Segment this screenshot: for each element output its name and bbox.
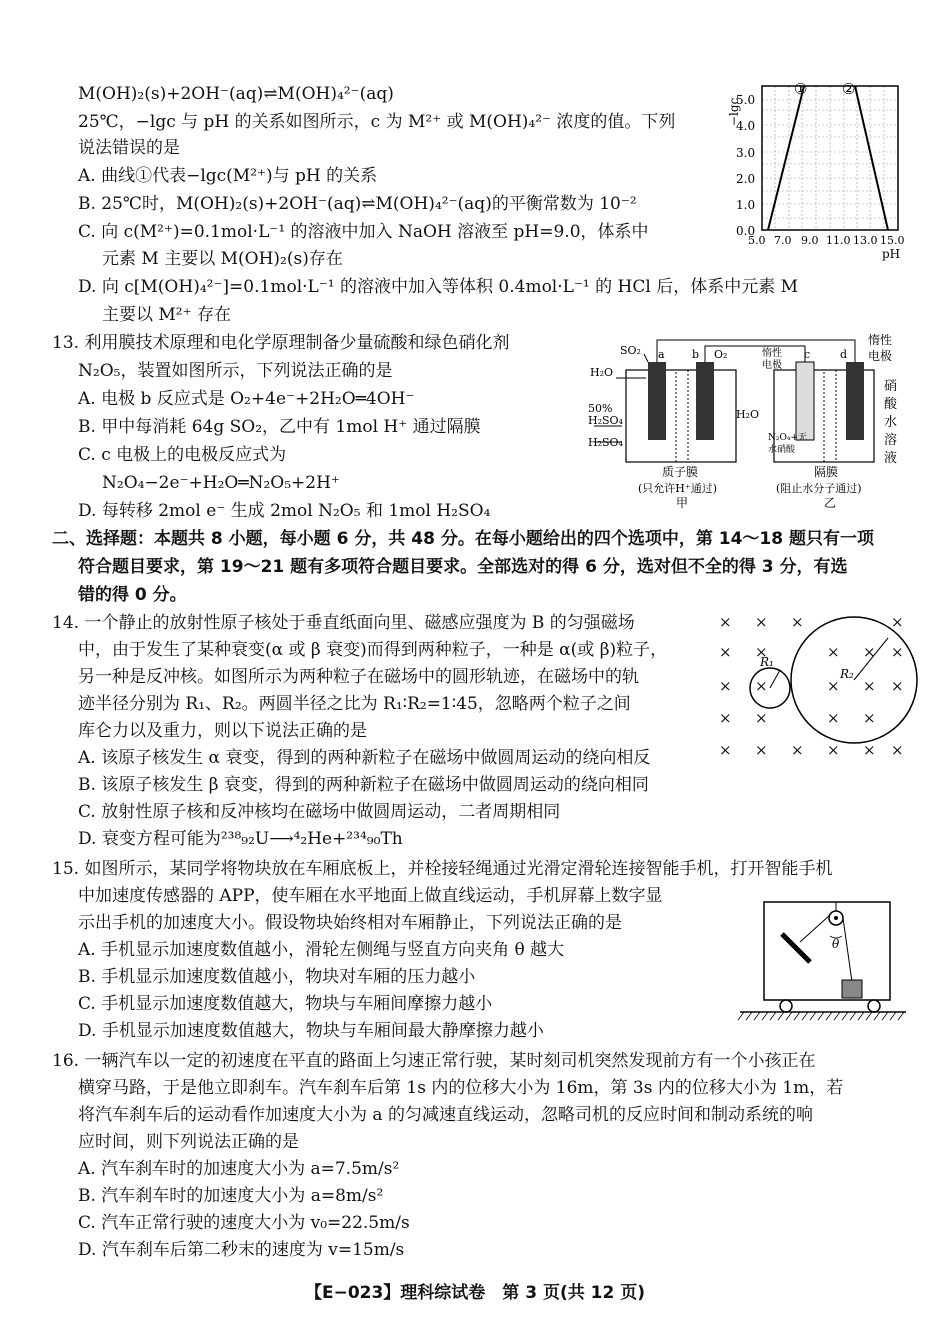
label-yi: 乙 [824, 496, 837, 510]
label-nitric4: 溶 [884, 433, 898, 448]
q15-option-b: B. 手机显示加速度数值越小，物块对车厢的压力越小 [78, 967, 476, 987]
field-cross-mark: × [827, 741, 840, 759]
q14-option-a: A. 该原子核发生 α 衰变，得到的两种新粒子在磁场中做圆周运动的绕向相反 [78, 748, 651, 768]
field-cross-mark: × [719, 613, 732, 631]
q15-stem-line2: 中加速度传感器的 APP，使车厢在水平地面上做直线运动，手机屏幕上数字显 [78, 886, 663, 906]
q13-option-c-line2: N₂O₄−2e⁻+H₂O═N₂O₅+2H⁺ [102, 473, 340, 493]
q12-option-c-line1: C. 向 c(M²⁺)=0.1mol·L⁻¹ 的溶液中加入 NaOH 溶液至 pH=9.0，体系中 [78, 222, 649, 242]
q15-stem-line1: 15. 如图所示，某同学将物块放在车厢底板上，并栓接轻绳通过光滑定滑轮连接智能手机，打开智能手机 [52, 859, 833, 879]
x-tick-4: 13.0 [853, 234, 878, 247]
q15-option-c: C. 手机显示加速度数值越大，物块与车厢间摩擦力越小 [78, 994, 493, 1014]
field-cross-mark: × [891, 677, 904, 695]
field-cross-mark: × [791, 741, 804, 759]
x-axis-label: pH [882, 247, 901, 261]
label-nitric1: 硝 [884, 379, 898, 394]
section2-line2: 符合题目要求，第 19～21 题有多项符合题目要求。全部选对的得 6 分，选对但不全的得 3 分，有选 [78, 557, 848, 577]
q15-stem-line3: 示出手机的加速度大小。假设物块始终相对车厢静止，下列说法正确的是 [78, 913, 622, 933]
ground-hatch-line [874, 1012, 880, 1020]
label-d: d [840, 348, 848, 361]
label-r1: R₁ [760, 655, 774, 669]
label-o2: O₂ [714, 348, 728, 361]
ground-hatch-line [746, 1012, 752, 1020]
q13-electrochem-figure [586, 332, 904, 512]
ground-hatch-line [850, 1012, 856, 1020]
ground-hatch-line [810, 1012, 816, 1020]
x-tick-1: 7.0 [774, 234, 792, 247]
q16-stem-line2: 横穿马路，于是他立即刹车。汽车刹车后第 1s 内的位移大小为 16m，第 3s 内的位移大小为 1m，若 [78, 1078, 844, 1098]
label-h2o-right: H₂O [736, 408, 760, 421]
curve-1-line [768, 86, 804, 230]
label-a: a [658, 348, 665, 361]
q12-option-a: A. 曲线①代表−lgc(M²⁺)与 pH 的关系 [78, 166, 378, 186]
label-inert-top2: 电极 [762, 360, 782, 371]
q13-option-d: D. 每转移 2mol e⁻ 生成 2mol N₂O₅ 和 1mol H₂SO₄ [78, 501, 491, 521]
q14-stem-line4: 迹半径分别为 R₁、R₂。两圆半径之比为 R₁∶R₂=1∶45，忽略两个粒子之间 [78, 694, 631, 714]
q12-stem-line1: 25℃，−lgc 与 pH 的关系如图所示，c 为 M²⁺ 或 M(OH)₄²⁻ 浓度的值。下列 [78, 112, 676, 132]
field-cross-mark: × [827, 677, 840, 695]
field-cross-mark: × [755, 709, 768, 727]
y-tick-0: 0.0 [736, 224, 756, 238]
ground-hatch-line [738, 1012, 744, 1020]
q12-option-d-line1: D. 向 c[M(OH)₄²⁻]=0.1mol·L⁻¹ 的溶液中加入等体积 0.4mol·L⁻¹ 的 HCl 后，体系中元素 M [78, 277, 799, 297]
ground-hatch-line [866, 1012, 872, 1020]
field-cross-mark: × [755, 677, 768, 695]
label-h2o-in: H₂O [590, 366, 614, 379]
y-axis-label: −lgc [727, 97, 741, 126]
y-tick-1: 1.0 [736, 198, 756, 212]
y-tick-4: 4.0 [736, 119, 756, 133]
section2-line3: 错的得 0 分。 [78, 585, 187, 605]
q16-stem-line3: 将汽车刹车后的运动看作加速度大小为 a 的匀减速直线运动，忽略司机的反应时间和制动系统的响 [78, 1105, 813, 1125]
ground-hatch-line [762, 1012, 768, 1020]
q14-stem-line2: 中，由于发生了某种衰变(α 或 β 衰变)而得到两种粒子，一种是 α(或 β)粒子， [78, 640, 668, 660]
ground-hatch-line [778, 1012, 784, 1020]
label-nitric5: 液 [884, 451, 898, 466]
label-n2o4-1: N₂O₄+无 [768, 433, 808, 443]
field-cross-mark: × [791, 613, 804, 631]
field-cross-mark: × [891, 643, 904, 661]
q16-option-b: B. 汽车刹车时的加速度大小为 a=8m/s² [78, 1186, 384, 1206]
curve-2-line [855, 86, 888, 230]
q13-option-a: A. 电极 b 反应式是 O₂+4e⁻+2H₂O═4OH⁻ [78, 389, 415, 409]
field-cross-mark: × [891, 613, 904, 631]
y-tick-2: 2.0 [736, 172, 756, 186]
field-cross-mark: × [827, 643, 840, 661]
x-tick-5: 15.0 [880, 234, 905, 247]
ground-hatch-line [754, 1012, 760, 1020]
q12-stem-line2: 说法错误的是 [78, 138, 180, 158]
field-cross-mark: × [863, 741, 876, 759]
q14-magnetic-field-figure [716, 608, 906, 758]
q16-stem-line4: 应时间，则下列说法正确的是 [78, 1132, 299, 1152]
label-theta: θ [832, 937, 840, 951]
x-tick-3: 11.0 [826, 234, 851, 247]
label-inert-top1: 惰性 [762, 348, 782, 359]
field-cross-mark: × [719, 677, 732, 695]
q16-stem-line1: 16. 一辆汽车以一定的初速度在平直的路面上匀速正常行驶，某时刻司机突然发现前方有一个小孩正在 [52, 1051, 816, 1071]
x-tick-2: 9.0 [801, 234, 819, 247]
label-h2so4-b: H₂SO₄ [588, 436, 623, 449]
field-cross-mark: × [863, 677, 876, 695]
label-proton-membrane: 质子膜 [662, 465, 699, 479]
q14-stem-line3: 另一种是反冲核。如图所示为两种粒子在磁场中的圆形轨迹，在磁场中的轨 [78, 667, 639, 687]
label-inert1: 惰性 [868, 333, 893, 347]
q16-option-a: A. 汽车刹车时的加速度大小为 a=7.5m/s² [78, 1159, 400, 1179]
q15-cart-figure [740, 896, 906, 1026]
q12-option-d-line2: 主要以 M²⁺ 存在 [102, 305, 232, 325]
q14-option-d: D. 衰变方程可能为²³⁸₉₂U⟶⁴₂He+²³⁴₉₀Th [78, 829, 403, 849]
curve-2-label: ② [842, 80, 856, 98]
label-r2: R₂ [840, 667, 854, 681]
field-cross-mark: × [755, 741, 768, 759]
q14-option-c: C. 放射性原子核和反冲核均在磁场中做圆周运动，二者周期相同 [78, 802, 561, 822]
field-cross-mark: × [863, 643, 876, 661]
y-tick-3: 3.0 [736, 146, 756, 160]
q13-stem-line1: 13. 利用膜技术原理和电化学原理制备少量硫酸和绿色硝化剂 [52, 333, 510, 353]
page-footer: 【E−023】理科综试卷 第 3 页(共 12 页) [304, 1283, 646, 1303]
q14-stem-line5: 库仑力以及重力，则以下说法正确的是 [78, 721, 367, 741]
q12-option-c-line2: 元素 M 主要以 M(OH)₂(s)存在 [102, 249, 343, 269]
q13-stem-line2: N₂O₅，装置如图所示，下列说法正确的是 [78, 361, 393, 381]
label-h2so4-a: H₂SO₄ [588, 414, 623, 427]
q16-option-d: D. 汽车刹车后第二秒末的速度为 v=15m/s [78, 1240, 405, 1260]
ground-hatch-line [786, 1012, 792, 1020]
section2-line1: 二、选择题：本题共 8 小题，每小题 6 分，共 48 分。在每小题给出的四个选项中，第 14～18 题只有一项 [52, 529, 874, 549]
field-cross-mark: × [719, 643, 732, 661]
field-cross-mark: × [755, 613, 768, 631]
ground-hatch-line [898, 1012, 904, 1020]
ground-hatch-line [882, 1012, 888, 1020]
q12-equation: M(OH)₂(s)+2OH⁻(aq)⇌M(OH)₄²⁻(aq) [78, 84, 394, 104]
x-tick-0: 5.0 [748, 234, 766, 247]
label-nitric2: 酸 [884, 397, 898, 412]
label-50pct: 50% [588, 402, 613, 415]
label-proton-membrane-note: (只允许H⁺通过) [638, 482, 717, 495]
y-tick-5: 5.0 [736, 93, 756, 107]
q15-option-a: A. 手机显示加速度数值越小，滑轮左侧绳与竖直方向夹角 θ 越大 [78, 940, 565, 960]
curve-1-label: ① [794, 80, 808, 98]
label-inert2: 电极 [868, 349, 893, 363]
field-cross-mark: × [755, 643, 768, 661]
field-cross-mark: × [719, 709, 732, 727]
label-c: c [804, 348, 811, 361]
field-cross-mark: × [719, 741, 732, 759]
q12-graph [722, 80, 905, 261]
ground-hatch-line [818, 1012, 824, 1020]
label-nitric3: 水 [884, 415, 898, 430]
ground-hatch-line [770, 1012, 776, 1020]
field-cross-mark: × [891, 741, 904, 759]
ground-hatch-line [794, 1012, 800, 1020]
ground-hatch-line [826, 1012, 832, 1020]
q13-option-b: B. 甲中每消耗 64g SO₂，乙中有 1mol H⁺ 通过隔膜 [78, 417, 481, 437]
label-separator: 隔膜 [814, 465, 839, 479]
q15-option-d: D. 手机显示加速度数值越大，物块与车厢间最大静摩擦力越小 [78, 1021, 544, 1041]
ground-hatch-line [858, 1012, 864, 1020]
field-cross-mark: × [827, 709, 840, 727]
label-so2: SO₂ [620, 344, 641, 357]
label-b: b [692, 348, 700, 361]
ground-hatch-line [834, 1012, 840, 1020]
ground-hatch-line [890, 1012, 896, 1020]
q14-stem-line1: 14. 一个静止的放射性原子核处于垂直纸面向里、磁感应强度为 B 的匀强磁场 [52, 613, 635, 633]
q12-option-b: B. 25℃时，M(OH)₂(s)+2OH⁻(aq)⇌M(OH)₄²⁻(aq)的平衡常数为 10⁻² [78, 194, 637, 214]
q13-option-c-line1: C. c 电极上的电极反应式为 [78, 445, 287, 465]
ground-hatch-line [842, 1012, 848, 1020]
q16-option-c: C. 汽车正常行驶的速度大小为 v₀=22.5m/s [78, 1213, 410, 1233]
label-n2o4-2: 水硝酸 [768, 445, 796, 455]
ground-hatch-line [802, 1012, 808, 1020]
label-separator-note: (阻止水分子通过) [776, 482, 862, 495]
field-cross-mark: × [863, 709, 876, 727]
label-jia: 甲 [676, 496, 689, 510]
q14-option-b: B. 该原子核发生 β 衰变，得到的两种新粒子在磁场中做圆周运动的绕向相同 [78, 775, 649, 795]
